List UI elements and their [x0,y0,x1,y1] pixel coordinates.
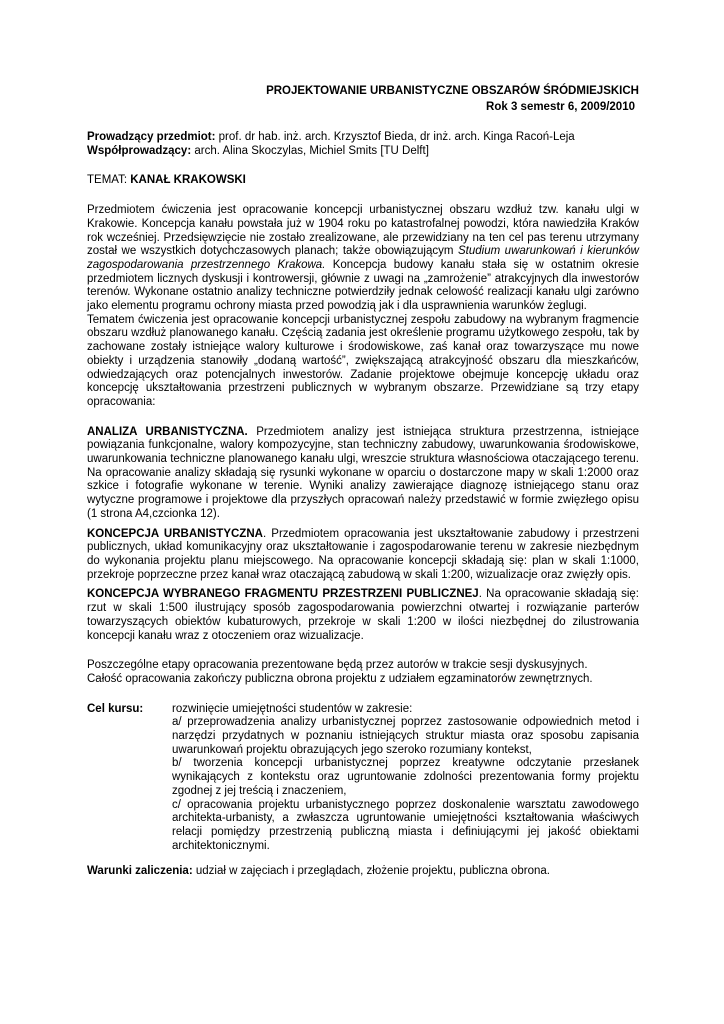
intro-paragraph-1 [87,204,639,314]
presentation-line-2: Całość opracowania zakończy publiczna obrona projektu z udziałem egzaminatorów zewnętrznych. [87,672,593,685]
stage-analysis-title: ANALIZA URBANISTYCZNA. [87,425,248,438]
stage-public-space-text: . Na opracowanie składają się: rzut w skali 1:500 ilustrujący sposób zagospodarowania powierzchni otwartej i rozwiązanie parterów towarzyszących obiektów kubaturowych, przekroje w skali 1:200 w ilości niezbędnej do zilustrowania koncepcji kanału wraz z otoczeniem oraz wizualizacje. [87,588,639,642]
lead-label: Prowadzący przedmiot: [87,131,216,143]
presentation-line-1: Poszczególne etapy opracowania prezentowane będą przez autorów w trakcie sesji dyskusyjnych. [87,659,588,672]
stage-analysis-text: Przedmiotem analizy jest istniejąca struktura przestrzenna, istniejące powiązania funkcjonalne, walory kompozycyjne, stan techniczny zabudowy, uwarunkowania środowiskowe, uwarunkowania techniczne planowanego kanału ulgi, wreszcie struktura własnościowa otaczającego terenu. Na opracowanie analizy składają się rysunki wykonane w oparciu o dostarczone mapy w skali 1:2000 oraz szkice i fotografie wykonane w terenie. Wyniki analizy zawierające diagnozę istniejącego stanu oraz wytyczne programowe i projektowe dla przyszłych opracowań należy przedstawić w formie zwięzłego opisu (1 strona A4,czcionka 12). [87,425,639,520]
course-goal-item-a: a/ przeprowadzenia analizy urbanistycznej poprzez zastosowanie odpowiednich metod i narzędzi przydatnych w poznaniu istniejących struktur miasta oraz sposobu zapisania uwarunkowań projektu obrazujących jego szeroko rozumiany kontekst, [172,716,639,756]
course-title: PROJEKTOWANIE URBANISTYCZNE OBSZARÓW ŚRÓDMIEJSKICH [266,85,639,97]
co-instructors [87,145,639,159]
course-goal-body [172,703,639,854]
lead-instructors [87,131,639,145]
topic-line [87,174,639,188]
intro-text-a: Przedmiotem ćwiczenia jest opracowanie koncepcji urbanistycznej obszaru wzdłuż tzw. kanału ulgi w Krakowie. Koncepcja kanału powstała już w 1904 roku po katastrofalnej powodzi, która nawiedziła Kraków rok wcześniej. Przedsięwzięcie nie zostało zrealizowane, ale przewidziany na ten cel pas terenu utrzymany został we wszystkich dotychczasowych planach; także obowiązującym [87,204,639,258]
course-goal-item-b: b/ tworzenia koncepcji urbanistycznej poprzez kreatywne odczytanie przesłanek wynikających z kontekstu oraz ugruntowanie zdolności prezentowania formy projektu zgodnej z jej treścią i znaczeniem, [172,757,639,797]
topic-label: TEMAT: [87,174,131,187]
completion-label: Warunki zaliczenia: [87,865,193,878]
co-value: arch. Alina Skoczylas, Michiel Smits [TU Delft] [191,144,429,157]
staff-block [87,131,639,158]
co-label: Współprowadzący: [87,144,192,157]
stage-public-space-title: KONCEPCJA WYBRANEGO FRAGMENTU PRZESTRZENI PUBLICZNEJ [87,588,479,601]
course-goal-item-c: c/ opracowania projektu urbanistycznego poprzez doskonalenie warsztatu zawodowego architekta-urbanisty, a zwłaszcza ugruntowanie umiejętności kształtowania właściwych relacji pomiędzy przestrzenią publiczną miasta i definiującymi jej jakość obiektami architektonicznymi. [172,798,639,852]
presentation-note [87,659,639,686]
course-goal-label: Cel kursu: [87,702,144,715]
document-page [87,83,639,879]
stage-concept-title: KONCEPCJA URBANISTYCZNA [87,527,263,540]
stage-public-space [87,588,639,643]
stage-concept-text: . Przedmiotem opracowania jest ukształtowanie zabudowy i przestrzeni publicznych, układ komunikacyjny oraz ukształtowanie i zagospodarowanie terenu w zakresie niezbędnym do wykonania projektu planu miejscowego. Na opracowanie koncepcji składają się: plan w skali 1:1000, przekroje poprzeczne przez kanał wraz otaczającą zabudową w skali 1:200, wizualizacje oraz zwięzły opis. [87,527,640,581]
course-year: Rok 3 semestr 6, 2009/2010 [486,101,635,113]
document-header [87,83,639,115]
course-goal-intro: rozwinięcie umiejętności studentów w zakresie: [172,702,413,715]
course-goal [87,703,639,854]
intro-italic-studium: Studium uwarunkowań i kierunków zagospodarowania przestrzennego Krakowa. [87,245,639,271]
topic-value: KANAŁ KRAKOWSKI [130,174,246,187]
intro-paragraph-2: Tematem ćwiczenia jest opracowanie koncepcji urbanistycznej zespołu zabudowy na wybranym fragmencie obszaru wzdłuż planowanego kanału. Częścią zadania jest określenie programu użytkowego zespołu, tak by zachowane zostały istniejące walory kulturowe i środowiskowe, zaś kanał oraz towarzyszące mu nowe obiekty i urządzenia stanowiły „dodaną wartość”, zwiększającą atrakcyjność obszaru dla mieszkańców, odwiedzających oraz potencjalnych inwestorów. Zadanie projektowe obejmuje koncepcję układu oraz koncepcję ukształtowania przestrzeni publicznych w wybranym obszarze. Przewidziane są trzy etapy opracowania: [87,313,639,408]
lead-value: prof. dr hab. inż. arch. Krzysztof Bieda, dr inż. arch. Kinga Racoń-Leja [215,131,575,143]
stage-concept [87,528,639,583]
intro-text-b: Koncepcja budowy kanału stała się w ostatnim okresie przedmiotem licznych dyskusji i kontrowersji, głównie z uwagi na „zamrożenie” atrakcyjnych dla inwestorów terenów. Wykonane ostatnio analizy techniczne potwierdziły jednak celowość realizacji kanału ulgi zarówno jako elementu programu ochrony miasta przed powodzią jak i dla usprawnienia warunków żeglugi. [87,258,639,313]
completion-value: udział w zajęciach i przeglądach, złożenie projektu, publiczna obrona. [192,865,551,878]
completion-conditions [87,865,639,879]
stage-analysis [87,426,639,522]
